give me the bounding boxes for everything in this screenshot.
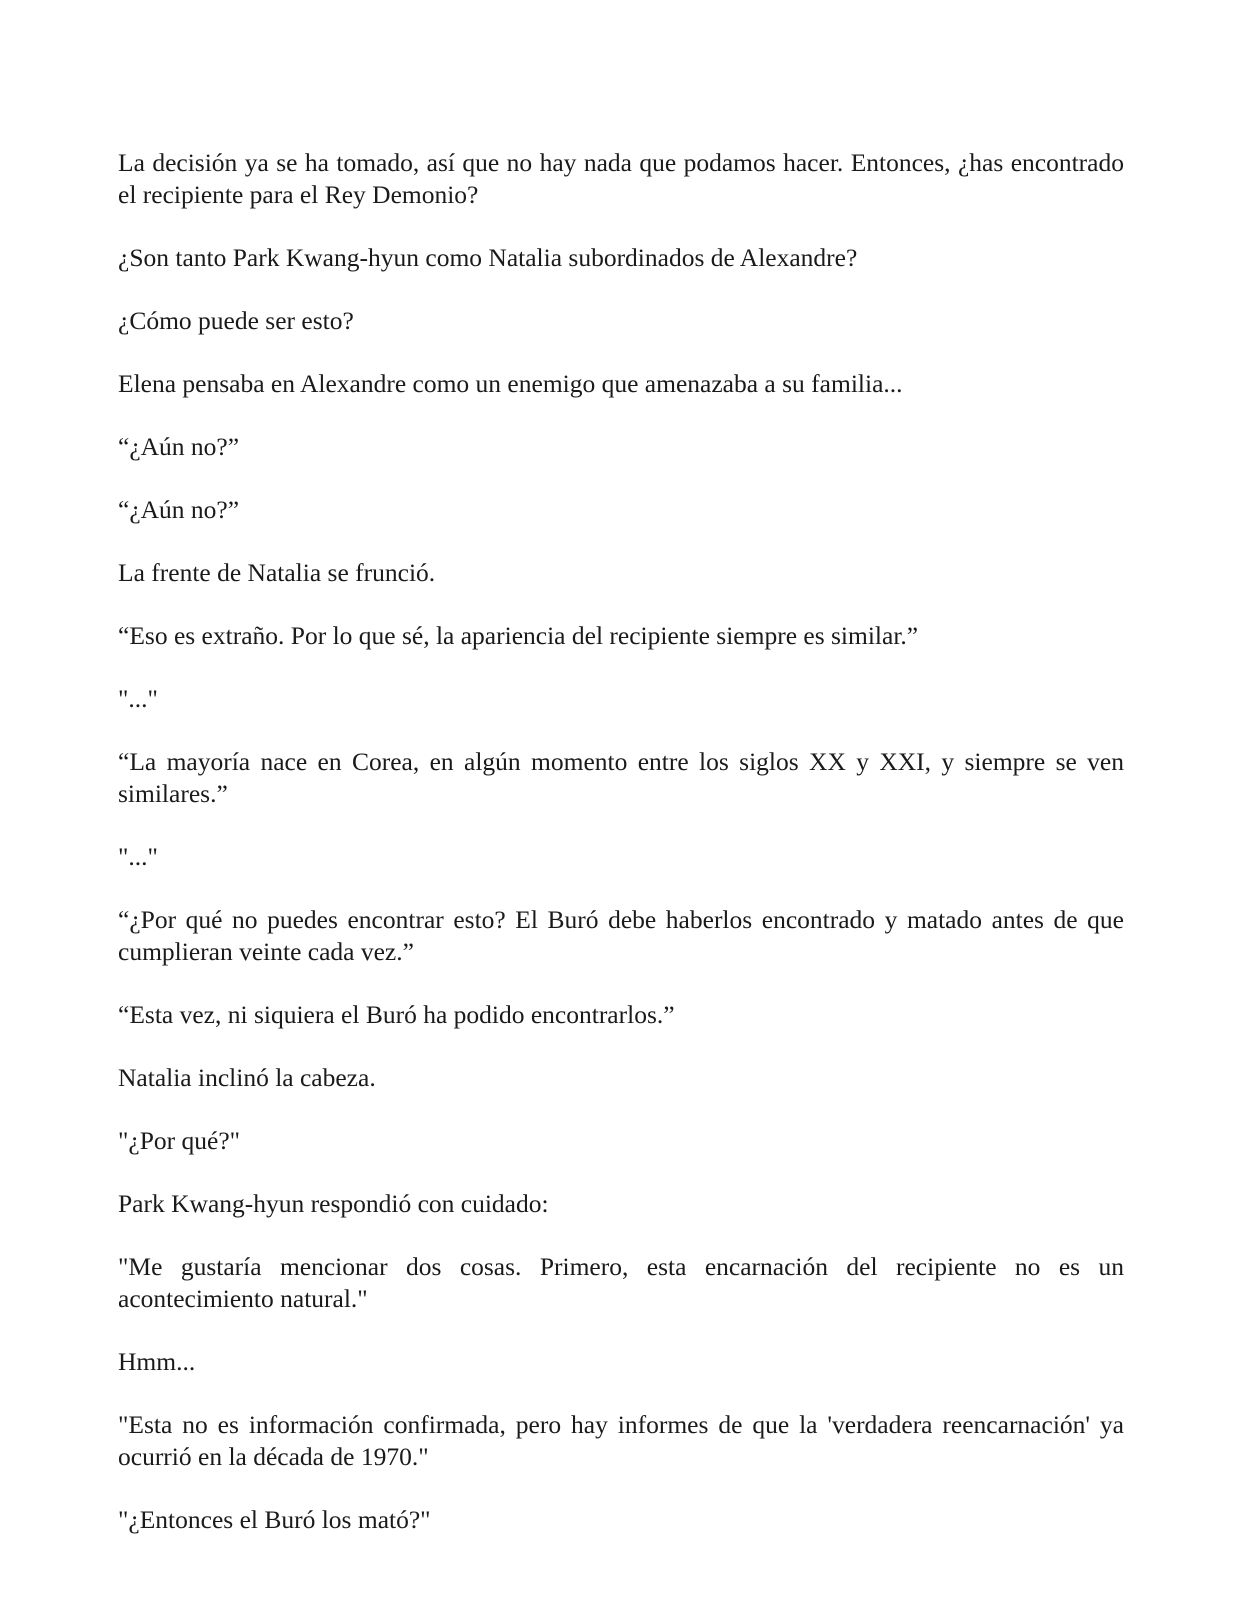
paragraph: Natalia inclinó la cabeza. [118, 1063, 376, 1092]
paragraph: La decisión ya se ha tomado, así que no hay nada que podamos hacer. Entonces, ¿has encontrado el recipiente para el Rey Demonio? [118, 148, 1124, 209]
paragraph: "..." [118, 684, 158, 713]
paragraph: “¿Aún no?” [118, 432, 240, 461]
document-body [118, 147, 1124, 1567]
paragraph: “Eso es extraño. Por lo que sé, la apariencia del recipiente siempre es similar.” [118, 621, 919, 650]
paragraph: Hmm... [118, 1347, 196, 1376]
paragraph: Park Kwang-hyun respondió con cuidado: [118, 1189, 549, 1218]
paragraph: "Esta no es información confirmada, pero hay informes de que la 'verdadera reencarnación' ya ocurrió en la década de 1970." [118, 1410, 1124, 1471]
paragraph: Elena pensaba en Alexandre como un enemigo que amenazaba a su familia... [118, 369, 903, 398]
paragraph: “Esta vez, ni siquiera el Buró ha podido encontrarlos.” [118, 1000, 675, 1029]
paragraph: ¿Son tanto Park Kwang-hyun como Natalia subordinados de Alexandre? [118, 243, 858, 272]
paragraph: ¿Cómo puede ser esto? [118, 306, 354, 335]
paragraph: “La mayoría nace en Corea, en algún momento entre los siglos XX y XXI, y siempre se ven similares.” [118, 747, 1124, 808]
paragraph: La frente de Natalia se frunció. [118, 558, 436, 587]
paragraph: "Me gustaría mencionar dos cosas. Primero, esta encarnación del recipiente no es un acontecimiento natural." [118, 1252, 1124, 1313]
paragraph: "¿Por qué?" [118, 1126, 241, 1155]
paragraph: "..." [118, 842, 158, 871]
paragraph: “¿Por qué no puedes encontrar esto? El Buró debe haberlos encontrado y matado antes de que cumplieran veinte cada vez.” [118, 905, 1124, 966]
paragraph: "¿Entonces el Buró los mató?" [118, 1505, 431, 1534]
paragraph: “¿Aún no?” [118, 495, 240, 524]
